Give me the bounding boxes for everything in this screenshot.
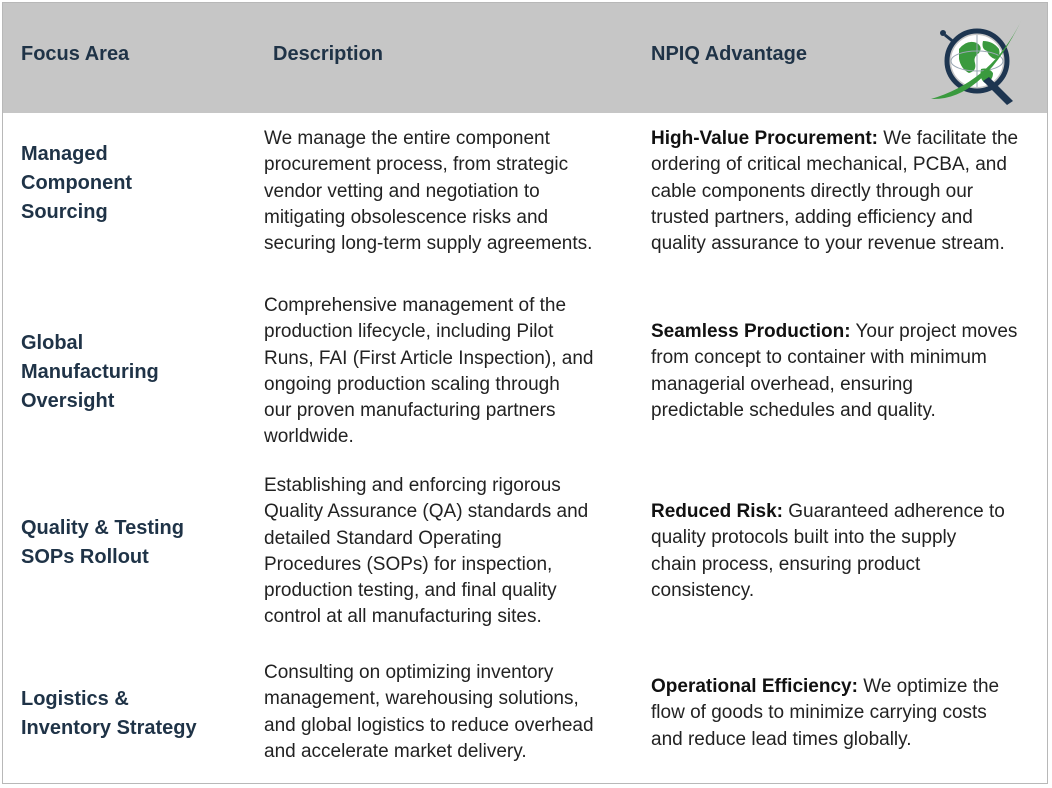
- description-cell: Comprehensive management of the production lifecycle, including Pilot Runs, FAI (First Article Inspection), and ongoing production scaling through our proven manufacturing partners worldwide.: [264, 295, 594, 448]
- focus-area-cell: Logistics & Inventory Strategy: [21, 688, 197, 739]
- focus-area-cell: Managed Component Sourcing: [21, 143, 133, 223]
- advantage-title: High-Value Procurement:: [651, 128, 878, 149]
- advantage-title: Operational Efficiency:: [651, 676, 858, 697]
- header-description: Description: [273, 43, 384, 65]
- npiq-globe-q-logo-icon: [923, 11, 1033, 107]
- table-header: [3, 3, 1047, 113]
- advantage-title: Reduced Risk:: [651, 501, 783, 522]
- advantage-title: Seamless Production:: [651, 321, 851, 342]
- description-cell: Consulting on optimizing inventory management, warehousing solutions, and global logistics to reduce overhead and accelerate market delivery.: [264, 662, 594, 762]
- description-cell: We manage the entire component procurement process, from strategic vendor vetting and negotiation to mitigating obsolescence risks and securing long-term supply agreements.: [264, 128, 593, 255]
- header-focus-area: Focus Area: [21, 43, 130, 65]
- description-cell: Establishing and enforcing rigorous Quality Assurance (QA) standards and detailed Standard Operating Procedures (SOPs) for inspection, production testing, and final quality control at all manufacturing sites.: [264, 475, 589, 628]
- advantage-cell: Reduced Risk: Guaranteed adherence to quality protocols built into the supply chain process, ensuring product consistency.: [651, 501, 1005, 601]
- header-npiq-advantage: NPIQ Advantage: [651, 43, 807, 65]
- advantage-cell: High-Value Procurement: We facilitate the ordering of critical mechanical, PCBA, and cable components directly through our trusted partners, adding efficiency and quality assurance to your revenue stream.: [651, 128, 1019, 255]
- advantage-cell: Operational Efficiency: We optimize the flow of goods to minimize carrying costs and reduce lead times globally.: [651, 676, 1000, 750]
- advantage-cell: Seamless Production: Your project moves from concept to container with minimum managerial overhead, ensuring predictable schedules and quality.: [651, 321, 1018, 421]
- focus-area-cell: Quality & Testing SOPs Rollout: [21, 517, 184, 568]
- focus-area-cell: Global Manufacturing Oversight: [21, 332, 159, 412]
- focus-area-table: [2, 2, 1048, 784]
